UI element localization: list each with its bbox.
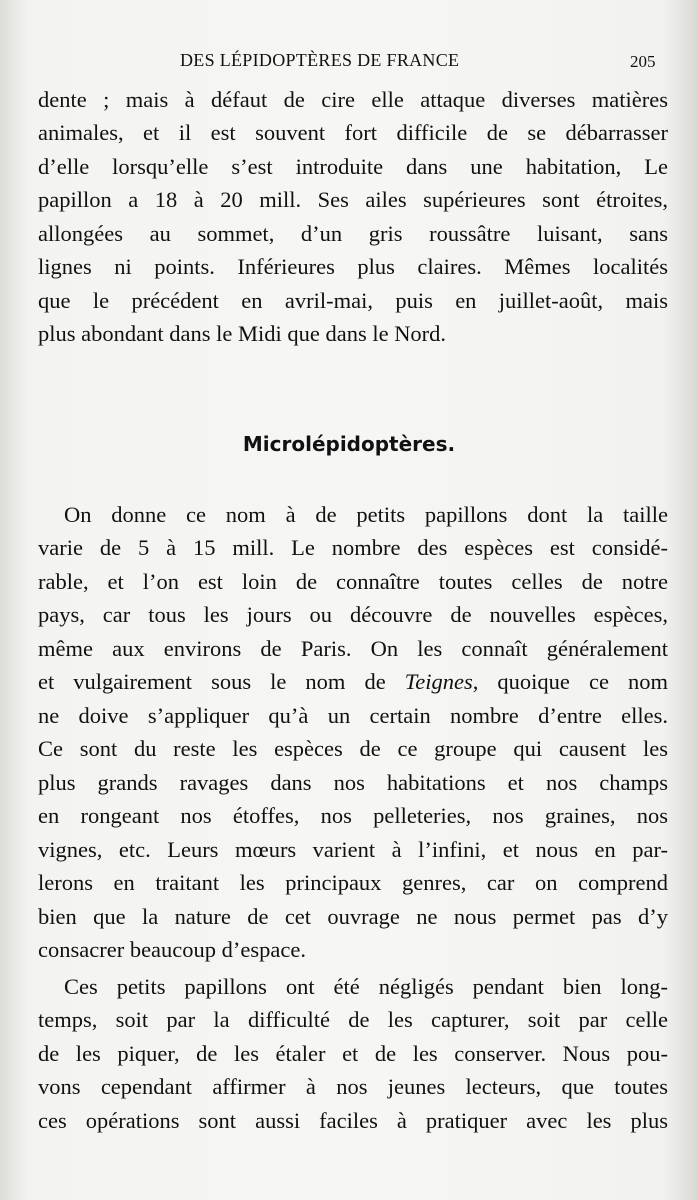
page-number: 205 bbox=[630, 52, 656, 71]
text-line: ces opérations sont aussi faciles à pratiquer avec les plus bbox=[38, 1108, 668, 1133]
text-line: ne doive s’appliquer qu’à un certain nombre d’entre elles. bbox=[38, 703, 668, 728]
text-line: consacrer beaucoup d’espace. bbox=[38, 937, 306, 962]
section-heading: Microlépidoptères. bbox=[242, 432, 456, 456]
text-line: plus grands ravages dans nos habitations et nos champs bbox=[38, 770, 668, 795]
text-line: plus abondant dans le Midi que dans le Nord. bbox=[38, 321, 447, 346]
running-title: DES LÉPIDOPTÈRES DE FRANCE bbox=[180, 50, 460, 70]
text-line: temps, soit par la difficulté de les capturer, soit par celle bbox=[38, 1007, 668, 1032]
text-line: pays, car tous les jours ou découvre de nouvelles espèces, bbox=[38, 602, 668, 627]
text-fragment: et vulgairement sous le nom de bbox=[38, 669, 405, 694]
text-line: que le précédent en avril-mai, puis en juillet-août, mais bbox=[38, 288, 668, 313]
text-line: papillon a 18 à 20 mill. Ses ailes supérieures sont étroites, bbox=[38, 187, 668, 212]
text-fragment: , quoique ce nom bbox=[472, 669, 668, 694]
text-line: dente ; mais à défaut de cire elle attaque diverses matières bbox=[38, 87, 668, 112]
text-line: rable, et l’on est loin de connaître toutes celles de notre bbox=[38, 569, 668, 594]
text-line bbox=[38, 667, 668, 697]
text-line: bien que la nature de cet ouvrage ne nous permet pas d’y bbox=[38, 904, 668, 929]
text-line: On donne ce nom à de petits papillons dont la taille bbox=[64, 502, 668, 527]
text-line: varie de 5 à 15 mill. Le nombre des espèces est considé- bbox=[38, 535, 668, 560]
text-line: de les piquer, de les étaler et de les conserver. Nous pou- bbox=[38, 1041, 668, 1066]
text-line: vignes, etc. Leurs mœurs varient à l’infini, et nous en par- bbox=[38, 837, 668, 862]
text-line: animales, et il est souvent fort difficile de se débarrasser bbox=[38, 120, 668, 145]
text-line: d’elle lorsqu’elle s’est introduite dans une habitation, Le bbox=[38, 154, 668, 179]
text-line: Ces petits papillons ont été négligés pendant bien long- bbox=[64, 974, 668, 999]
text-line: allongées au sommet, d’un gris roussâtre luisant, sans bbox=[38, 221, 668, 246]
text-line: vons cependant affirmer à nos jeunes lecteurs, que toutes bbox=[38, 1074, 668, 1099]
italic-term: Teignes bbox=[404, 669, 473, 694]
text-line: même aux environs de Paris. On les connaît généralement bbox=[38, 636, 668, 661]
text-line: lerons en traitant les principaux genres, car on comprend bbox=[38, 870, 668, 895]
text-line: en rongeant nos étoffes, nos pelleteries, nos graines, nos bbox=[38, 803, 668, 828]
text-line: lignes ni points. Inférieures plus claires. Mêmes localités bbox=[38, 254, 668, 279]
text-line: Ce sont du reste les espèces de ce groupe qui causent les bbox=[38, 736, 668, 761]
